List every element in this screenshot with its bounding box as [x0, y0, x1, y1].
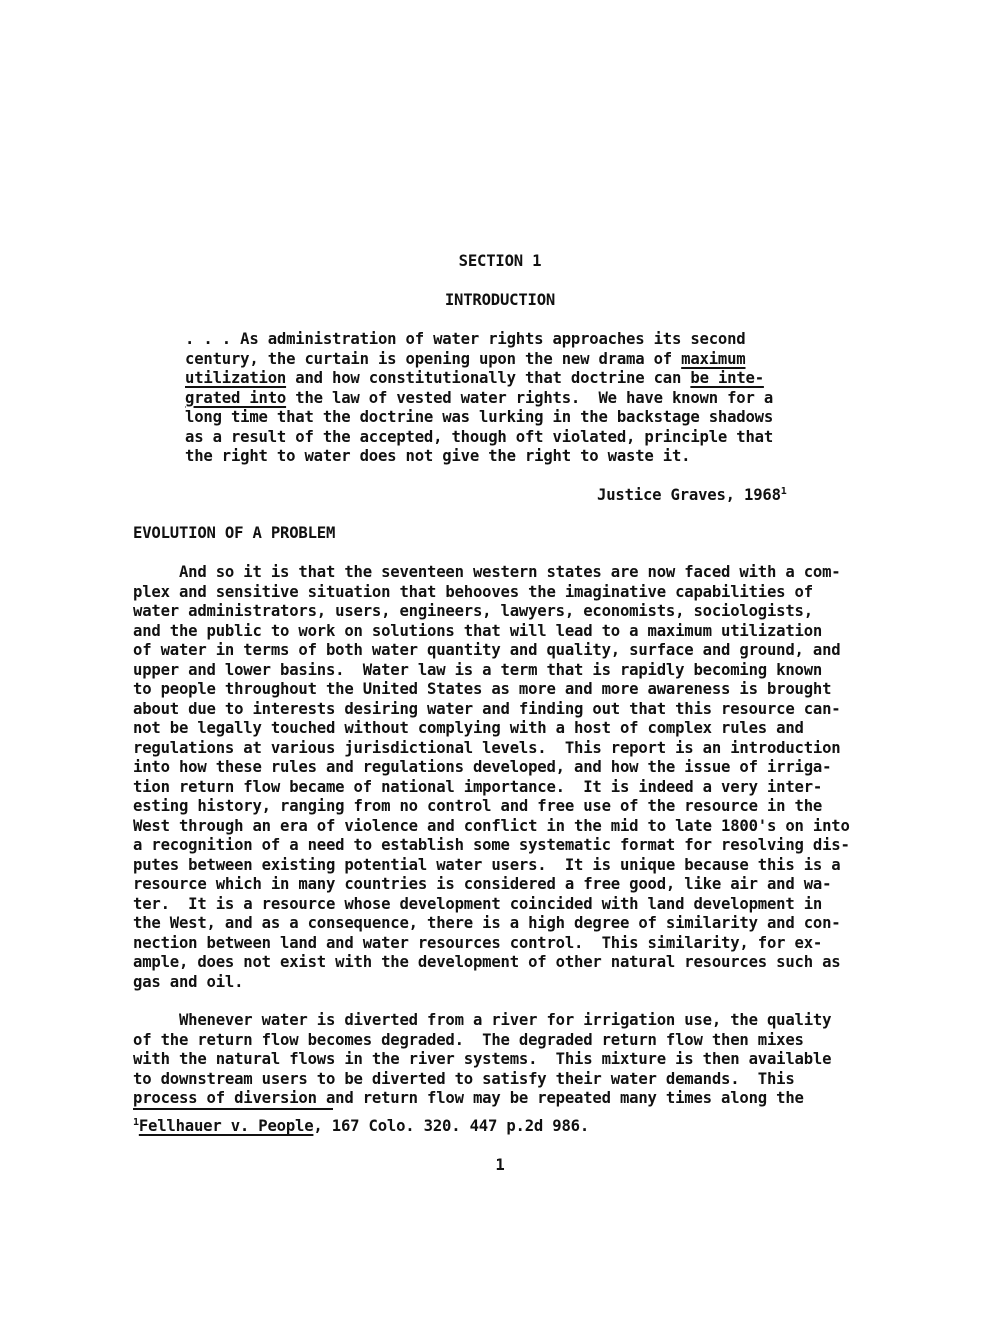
footnote-citation: , 167 Colo. 320. 447 p.2d 986.: [313, 1117, 590, 1135]
footnote-case-name: Fellhauer v. People: [138, 1117, 314, 1135]
paragraph-line: of water in terms of both water quantity and quality, surface and ground, and: [133, 641, 841, 659]
paragraph-line: tion return flow became of national importance. It is indeed a very inter-: [133, 777, 823, 796]
section-heading: EVOLUTION OF A PROBLEM: [133, 524, 336, 542]
quote-line: the right to water does not give the right to waste it.: [185, 447, 691, 465]
quote-attribution: [597, 486, 787, 506]
paragraph-line: plex and sensitive situation that behooves the imaginative capabilities of: [133, 582, 813, 601]
paragraph-line: the West, and as a consequence, there is a high degree of similarity and con-: [133, 914, 841, 932]
paragraph-line: ample, does not exist with the development of other natural resources such as: [133, 953, 841, 971]
paragraph-line: with the natural flows in the river systems. This mixture is then available: [133, 1050, 832, 1068]
footnote: [133, 1117, 589, 1137]
quote-line: . . . As administration of water rights approaches its second: [185, 330, 746, 348]
section-title: INTRODUCTION: [444, 291, 556, 309]
paragraph-line: Whenever water is diverted from a river for irrigation use, the quality: [133, 1011, 832, 1029]
paragraph-line: about due to interests desiring water and finding out that this resource can-: [133, 699, 841, 718]
paragraph-line: putes between existing potential water users. It is unique because this is a: [133, 855, 841, 874]
paragraph-line: a recognition of a need to establish some systematic format for resolving dis-: [133, 836, 850, 854]
page-number: 1: [495, 1156, 505, 1174]
quote-text: century, the curtain is opening upon the new drama of: [185, 349, 682, 368]
quote-line: as a result of the accepted, though oft violated, principle that: [185, 427, 774, 446]
paragraph-line: And so it is that the seventeen western states are now faced with a com-: [133, 563, 841, 581]
quote-line: [185, 389, 773, 409]
quote-line: [185, 350, 746, 370]
underlined-phrase: be inte-: [690, 369, 764, 387]
paragraph-line: process of diversion and return flow may be repeated many times along the: [133, 1089, 804, 1107]
paragraph-line: nection between land and water resources control. This similarity, for ex-: [133, 933, 823, 952]
paragraph-line: West through an era of violence and conflict in the mid to late 1800's on into: [133, 816, 850, 835]
paragraph-line: of the return flow becomes degraded. The degraded return flow then mixes: [133, 1030, 804, 1049]
paragraph-line: and the public to work on solutions that will lead to a maximum utilization: [133, 621, 823, 640]
paragraph-line: regulations at various jurisdictional levels. This report is an introduction: [133, 738, 841, 757]
quote-text: the law of vested water rights. We have known for a: [286, 388, 774, 407]
paragraph-line: to people throughout the United States as more and more awareness is brought: [133, 680, 832, 698]
footnote-rule: [133, 1108, 333, 1110]
paragraph-line: esting history, ranging from no control and free use of the resource in the: [133, 797, 823, 815]
paragraph-line: into how these rules and regulations developed, and how the issue of irriga-: [133, 758, 832, 776]
paragraph-line: upper and lower basins. Water law is a term that is rapidly becoming known: [133, 660, 823, 679]
footnote-marker: 1: [780, 486, 787, 497]
paragraph-line: gas and oil.: [133, 972, 244, 991]
paragraph-line: ter. It is a resource whose development coincided with land development in: [133, 894, 823, 913]
underlined-phrase: grated into: [185, 388, 287, 407]
footnote-number: 1: [133, 1117, 139, 1128]
paragraph-line: water administrators, users, engineers, lawyers, economists, sociologists,: [133, 602, 813, 620]
quote-text: and how constitutionally that doctrine can: [286, 369, 691, 387]
quote-line: [185, 369, 764, 389]
underlined-phrase: maximum: [681, 349, 746, 368]
underlined-phrase: utilization: [185, 369, 287, 387]
paragraph-line: resource which in many countries is considered a free good, like air and wa-: [133, 875, 832, 893]
attribution-text: Justice Graves, 1968: [597, 486, 781, 504]
paragraph-line: not be legally touched without complying with a host of complex rules and: [133, 719, 804, 737]
section-label: SECTION 1: [458, 252, 542, 270]
quote-line: long time that the doctrine was lurking in the backstage shadows: [185, 408, 774, 426]
paragraph-line: to downstream users to be diverted to satisfy their water demands. This: [133, 1069, 795, 1088]
